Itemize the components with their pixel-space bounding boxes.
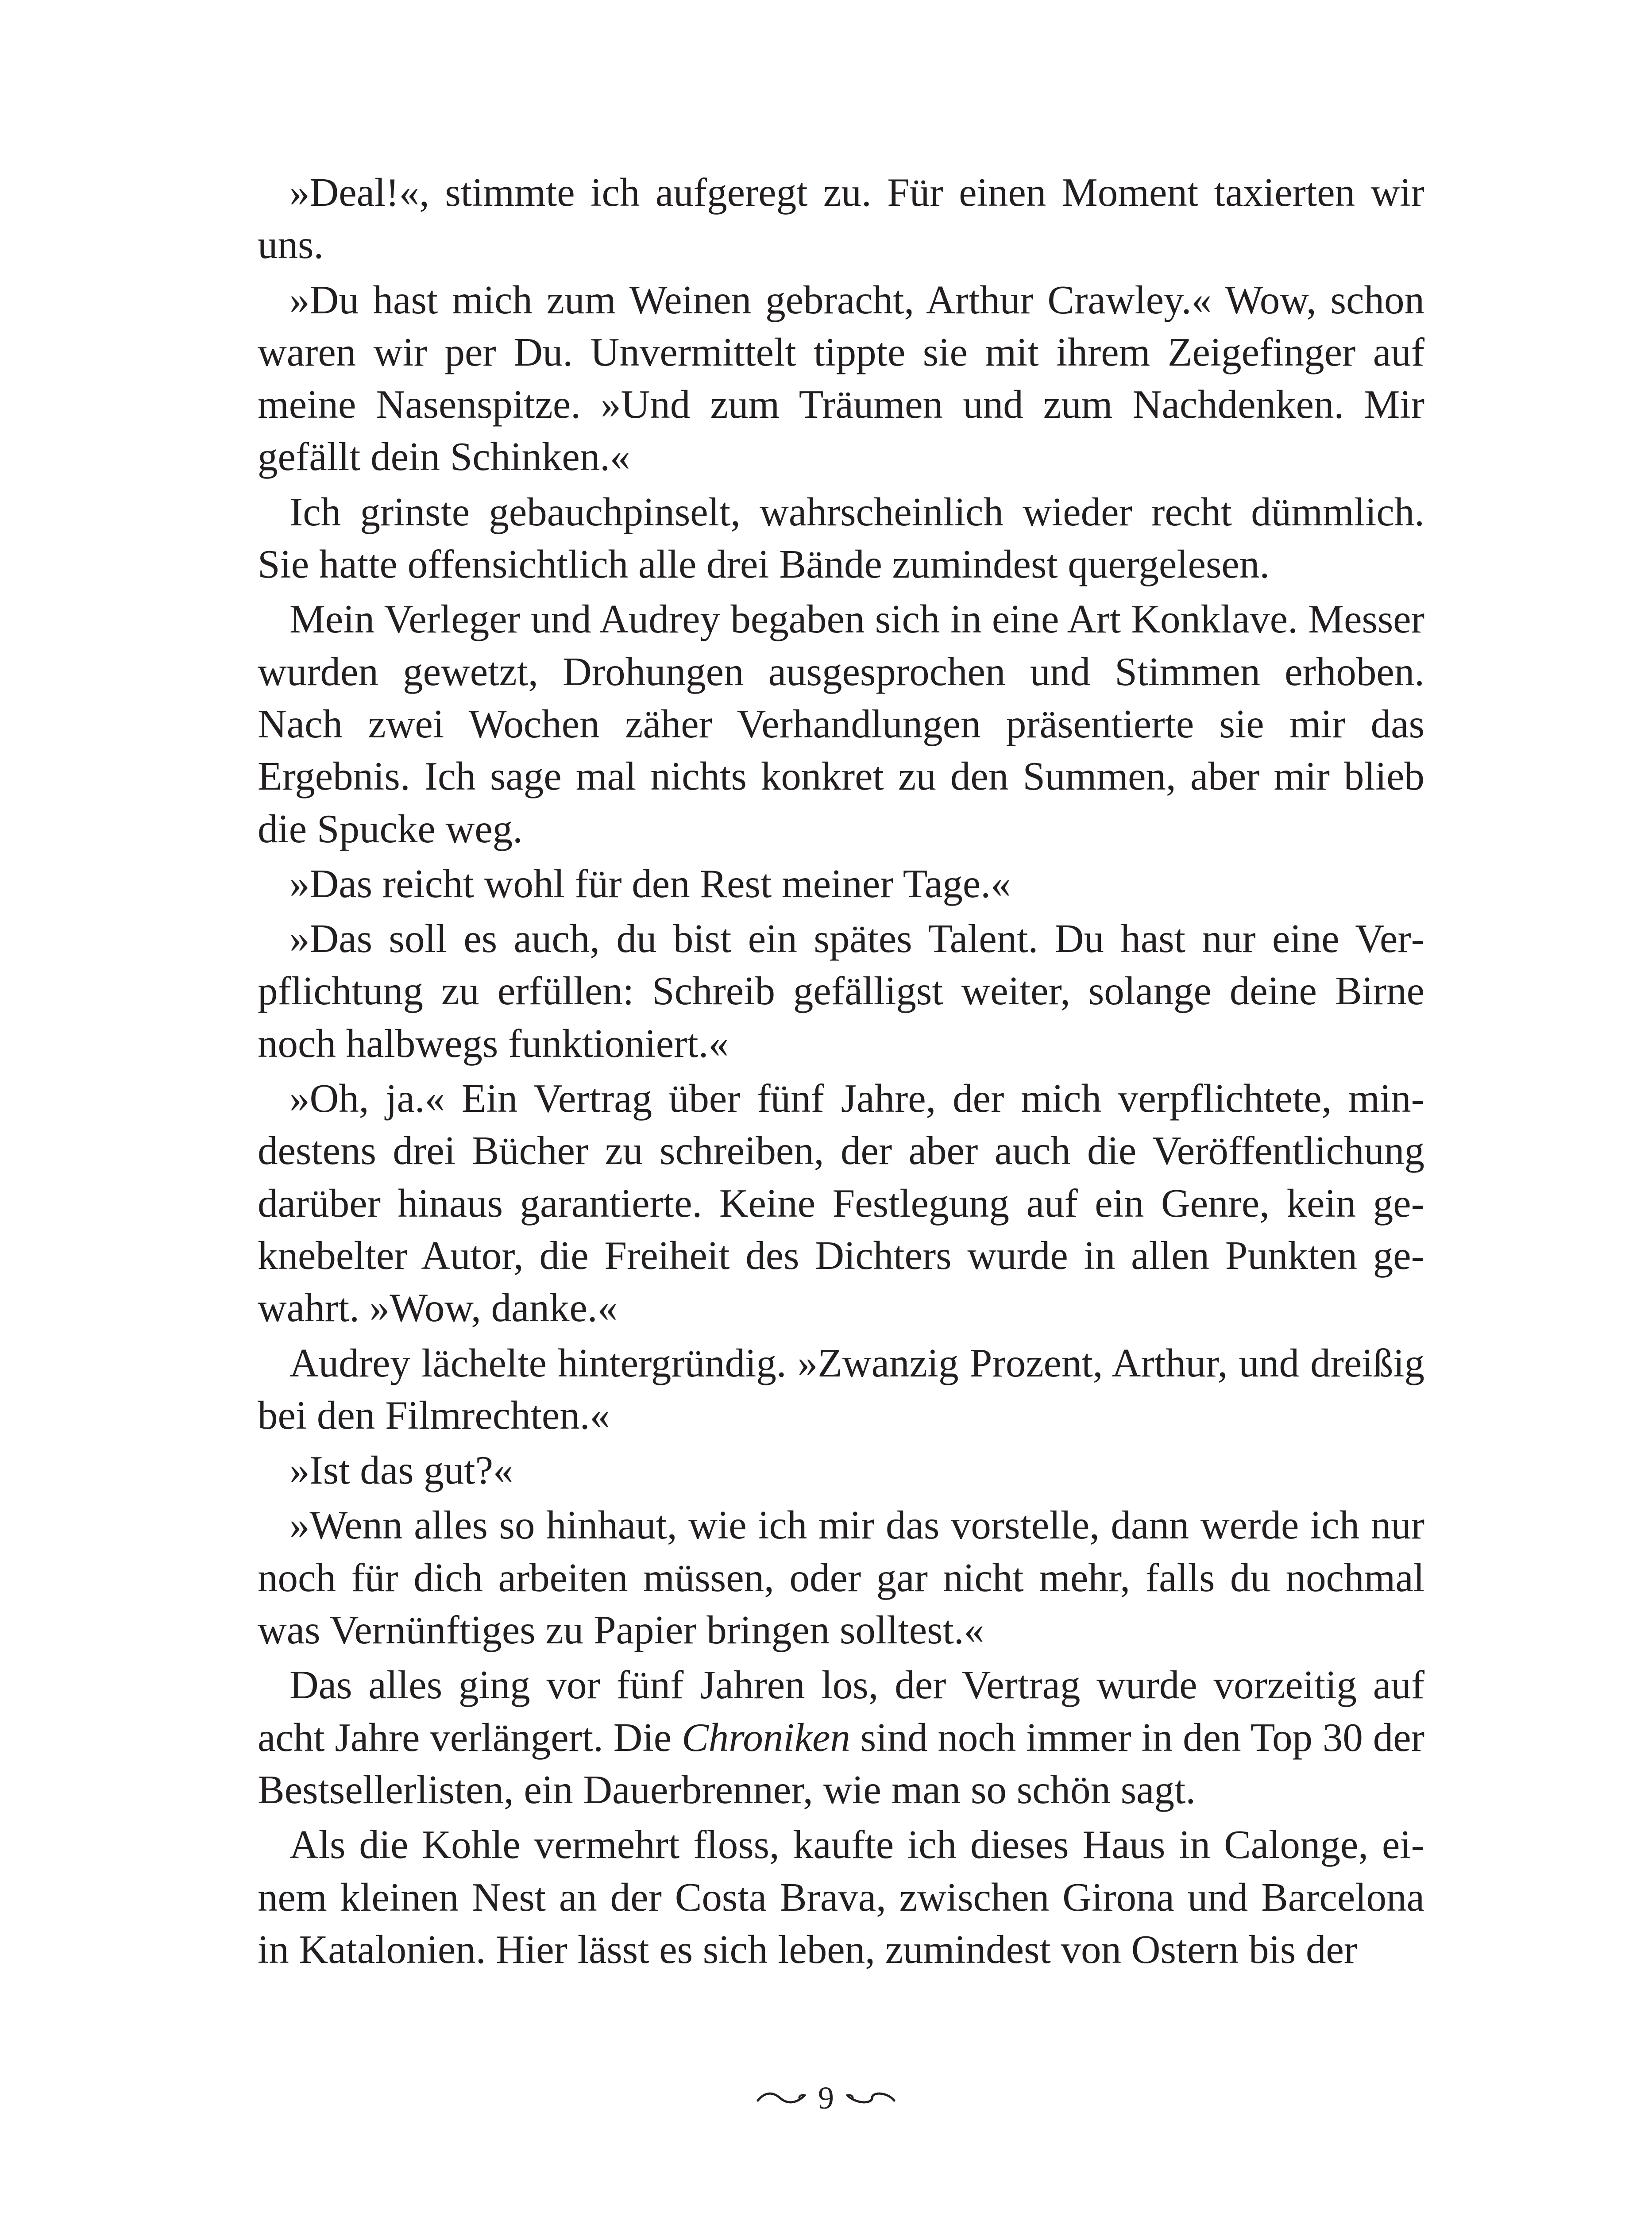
paragraph: Audrey lächelte hintergründig. »Zwanzig Prozent, Arthur, und dreißig bei den Filmrechten.« (258, 1340, 1424, 1438)
paragraph: Als die Kohle vermehrt floss, kaufte ich dieses Haus in Calonge, einem kleinen Nest an der Costa Brava, zwischen Girona und Barcelona in Katalonien. Hier lässt es sich leben, zumindest von Ostern bis der (258, 1822, 1424, 1972)
paragraph: »Das reicht wohl für den Rest meiner Tage.« (289, 861, 1011, 906)
paragraph: »Du hast mich zum Weinen gebracht, Arthur Crawley.« Wow, schon waren wir per Du. Unvermittelt tippte sie mit ihrem Zeigefinger auf meine Nasenspitze. »Und zum Träumen und zum Nachdenken. Mir gefällt dein Schinken.« (258, 277, 1424, 479)
paragraph-text: Das alles ging vor fünf Jahren los, der Vertrag wurde vorzeitig auf acht Jahre verlängert. Die (258, 1662, 1424, 1760)
paragraph: »Ist das gut?« (289, 1448, 513, 1493)
page-folio (737, 2076, 915, 2120)
body-text (258, 166, 1424, 1976)
swash-ornament-icon (844, 2089, 897, 2107)
paragraph: »Deal!«, stimmte ich aufgeregt zu. Für einen Moment taxierten wir uns. (258, 170, 1424, 267)
book-title-italic: Chroniken (682, 1715, 850, 1760)
paragraph: Ich grinste gebauchpinselt, wahrscheinlich wieder recht dümmlich. Sie hatte offensichtlich alle drei Bände zumindest quergelesen. (258, 489, 1424, 587)
swash-ornament-icon (755, 2089, 808, 2107)
paragraph-chroniken (258, 1659, 1424, 1816)
paragraph: »Wenn alles so hinhaut, wie ich mir das vorstelle, dann werde ich nur noch für dich arbeiten müssen, oder gar nicht mehr, falls du nochmal was Vernünftiges zu Papier bringen solltest.« (258, 1503, 1424, 1653)
paragraph: Mein Verleger und Audrey begaben sich in eine Art Konklave. Messer wurden gewetzt, Drohungen ausgesprochen und Stimmen erhoben. Nach zwei Wochen zäher Verhandlungen präsentierte sie mir das Ergebnis. Ich sage mal nichts konkret zu den Summen, aber mir blieb die Spucke weg. (258, 597, 1424, 851)
paragraph: »Oh, ja.« Ein Vertrag über fünf Jahre, der mich verpflichtete, mindestens drei Bücher zu schreiben, der aber auch die Veröffentlichung darüber hinaus garantierte. Keine Festlegung auf ein Genre, kein geknebelter Autor, die Freiheit des Dichters wurde in allen Punkten gewahrt. »Wow, danke.« (258, 1076, 1424, 1330)
paragraph: »Das soll es auch, du bist ein spätes Talent. Du hast nur eine Verpflichtung zu erfüllen: Schreib gefälligst weiter, solange deine Birne noch halbwegs funktioniert.« (258, 916, 1424, 1066)
page-number: 9 (818, 2080, 834, 2116)
paragraph-text: sind noch immer in den Top 30 der Bestsellerlisten, ein Dauerbrenner, wie man so schön sagt. (258, 1715, 1425, 1812)
